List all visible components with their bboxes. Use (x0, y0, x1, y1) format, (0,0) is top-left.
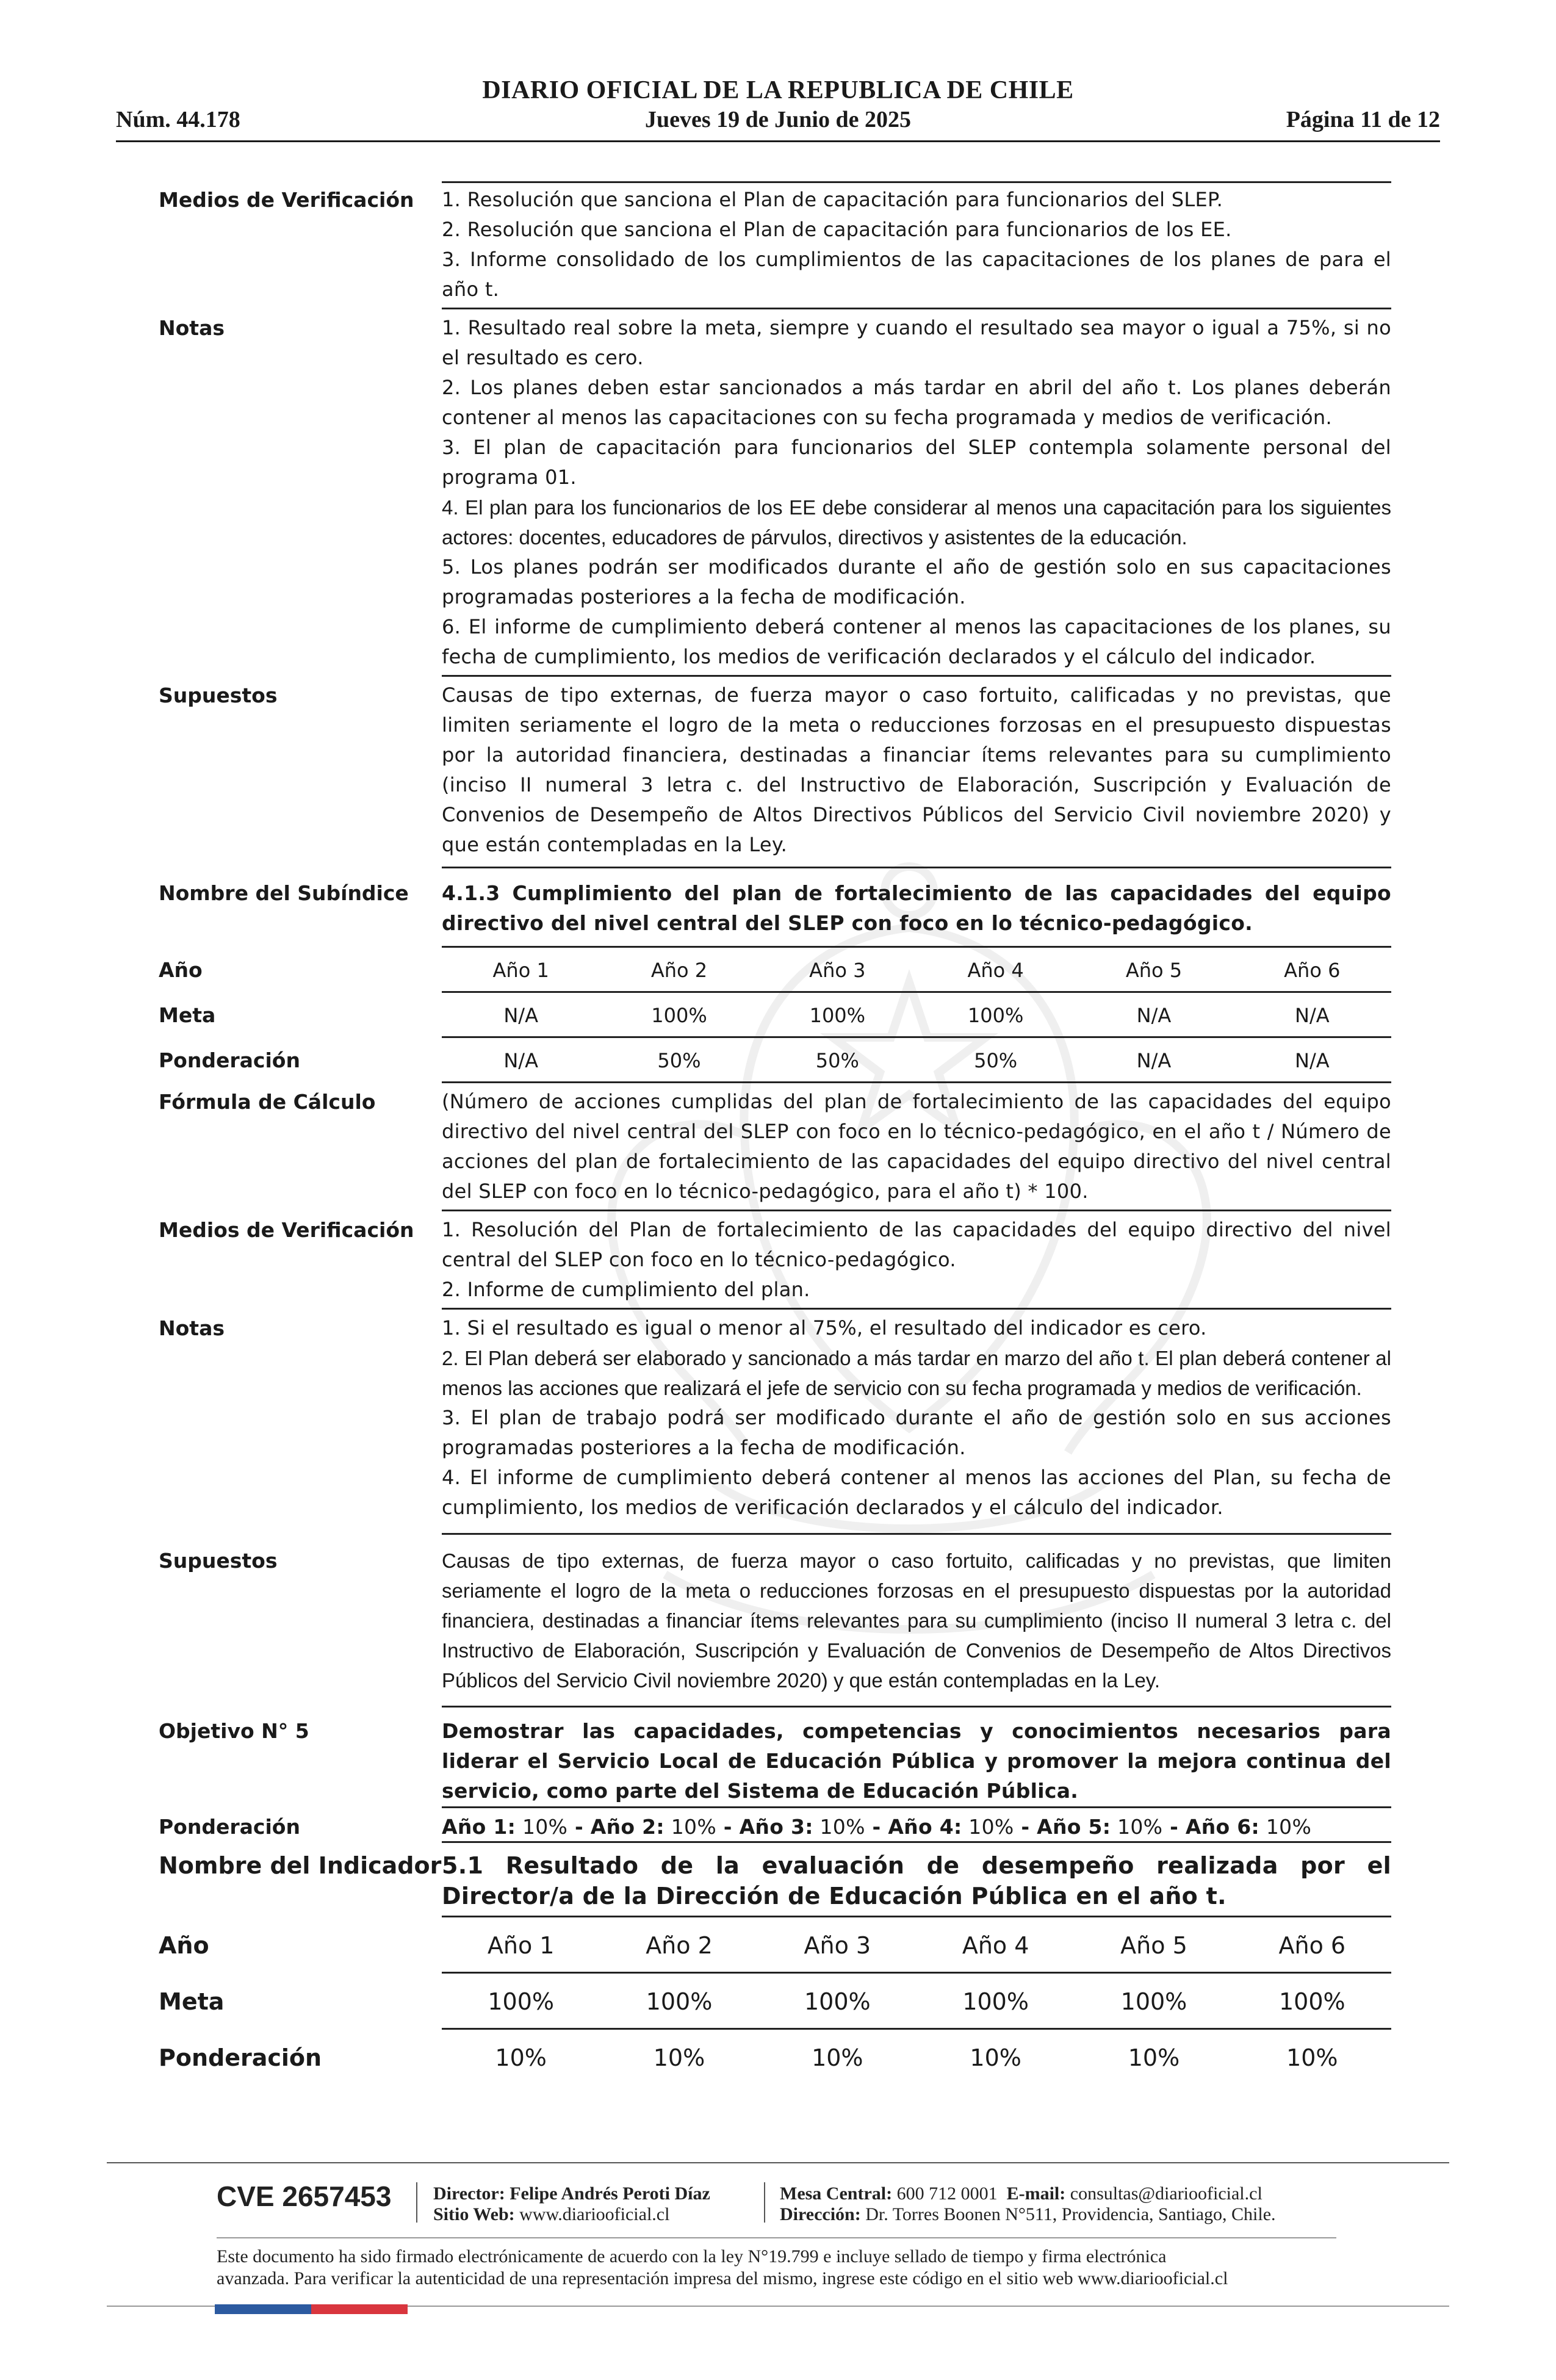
row-objetivo (159, 1707, 1391, 1808)
row-nombre-indicador (159, 1843, 1391, 1917)
list-item: 3. Informe consolidado de los cumplimientos de las capacitaciones de los planes de para el año t. (442, 248, 1391, 301)
list-item: 1. Resolución que sanciona el Plan de capacitación para funcionarios del SLEP. (442, 188, 1223, 211)
row-label: Año (159, 958, 203, 982)
meta-cells (442, 1974, 1391, 2030)
ponderacion-cell: 10% (970, 2044, 1021, 2071)
row-label: Fórmula de Cálculo (159, 1090, 376, 1114)
year-cell: Año 5 (1120, 1932, 1187, 1959)
ponderacion-cell: 50% (657, 1049, 701, 1072)
list-item: 3. El plan de trabajo podrá ser modificado durante el año de gestión solo en sus acciones programadas posteriores a la fecha de modificación. (442, 1406, 1391, 1459)
newspaper-title: DIARIO OFICIAL DE LA REPUBLICA DE CHILE (482, 76, 1074, 104)
list-item: 1. Si el resultado es igual o menor al 75%, el resultado del indicador es cero. (442, 1316, 1207, 1340)
objetivo-text: Demostrar las capacidades, competencias y conocimientos necesarios para liderar el Servicio Local de Educación Pública y promover la mejora continua del servicio, como parte del Sistema de Educación Pública. (442, 1719, 1391, 1803)
year-cell: Año 3 (809, 959, 866, 982)
ponderacion-cell: N/A (503, 1049, 538, 1072)
director-label: Director: (433, 2183, 505, 2204)
pond-year: Año 1: (442, 1815, 516, 1839)
web-label: Sitio Web: (433, 2204, 515, 2224)
ponderacion-cell: N/A (1136, 1049, 1172, 1072)
pond-value: 10% (522, 1815, 568, 1839)
row-anio-c (159, 1917, 1391, 1974)
row-value: Causas de tipo externas, de fuerza mayor o caso fortuito, calificadas y no previstas, que limiten seriamente el logro de la meta o reducciones forzosas en el presupuesto dispuestas por la autoridad financiera, destinadas a financiar ítems relevantes para su cumplimiento (inciso II numeral 3 letra c. del Instructivo de Elaboración, Suscripción y Evaluación de Convenios de Desempeño de Altos Directivos Públicos del Servicio Civil noviembre 2020) y que están contempladas en la Ley. (442, 1549, 1391, 1692)
footer-divider (107, 2162, 1449, 2163)
row-value (442, 181, 1391, 309)
row-label: Año (159, 1932, 209, 1959)
cve-code: CVE 2657453 (217, 2180, 392, 2212)
meta-cells (442, 993, 1391, 1038)
mesa-label: Mesa Central: (780, 2183, 893, 2204)
row-value (442, 1310, 1391, 1535)
issue-number: Núm. 44.178 (116, 107, 240, 132)
pond-year: Año 3: (739, 1815, 813, 1839)
list-item: 2. Los planes deben estar sancionados a más tardar en abril del año t. Los planes deberán contener al menos las capacitaciones con su fecha programada y medios de verificación. (442, 376, 1391, 429)
pond-year: Año 4: (888, 1815, 962, 1839)
row-formula (159, 1083, 1391, 1211)
pond-separator: - (567, 1815, 591, 1839)
ponderacion-cell: 10% (812, 2044, 863, 2071)
ponderacion-line (442, 1808, 1391, 1843)
year-cell: Año 1 (487, 1932, 555, 1959)
row-notas-b (159, 1310, 1391, 1535)
pond-year: Año 6: (1185, 1815, 1260, 1839)
year-cells (442, 948, 1391, 993)
ponderacion-cell: 10% (1128, 2044, 1180, 2071)
pond-separator: - (716, 1815, 740, 1839)
year-cell: Año 4 (962, 1932, 1029, 1959)
year-cell: Año 4 (967, 959, 1024, 982)
pond-separator: - (1162, 1815, 1186, 1839)
pond-year: Año 5: (1037, 1815, 1111, 1839)
year-cell: Año 2 (650, 959, 708, 982)
flag-stripe-red (311, 2304, 408, 2314)
year-cell: Año 5 (1125, 959, 1183, 982)
pond-separator: - (1014, 1815, 1037, 1839)
ponderacion-cells (442, 2030, 1391, 2086)
legal-notice (217, 2246, 1376, 2290)
ponderacion-cells (442, 1038, 1391, 1083)
pond-year: Año 2: (590, 1815, 665, 1839)
list-item: 5. Los planes podrán ser modificados durante el año de gestión solo en sus capacitaciones programadas posteriores a la fecha de modificación. (442, 555, 1391, 608)
row-label: Medios de Verificación (159, 1218, 414, 1242)
row-label: Medios de Verificación (159, 188, 414, 212)
director-name: Felipe Andrés Peroti Díaz (510, 2183, 710, 2204)
row-label: Objetivo N° 5 (159, 1719, 309, 1743)
page-number: Página 11 de 12 (1286, 107, 1440, 132)
row-ponderacion-objetivo (159, 1808, 1391, 1843)
email-link[interactable]: consultas@diariooficial.cl (1070, 2183, 1262, 2204)
meta-cell: 100% (1120, 1988, 1187, 2015)
ponderacion-cell: N/A (1295, 1049, 1330, 1072)
ponderacion-cell: 50% (815, 1049, 859, 1072)
row-value: Causas de tipo externas, de fuerza mayor o caso fortuito, calificadas y no previstas, que limiten seriamente el logro de la meta o reducciones forzosas en el presupuesto dispuestas por la autoridad financiera, destinadas a financiar ítems relevantes para su cumplimiento (inciso II numeral 3 letra c. del Instructivo de Elaboración, Suscripción y Evaluación de Convenios de Desempeño de Altos Directivos Públicos del Servicio Civil noviembre 2020) y que están contempladas en la Ley. (442, 683, 1391, 856)
pond-value: 10% (671, 1815, 716, 1839)
direccion-text: Dr. Torres Boonen N°511, Providencia, Santiago, Chile. (865, 2204, 1276, 2224)
row-label: Supuestos (159, 1549, 278, 1573)
list-item: 1. Resultado real sobre la meta, siempre y cuando el resultado sea mayor o igual a 75%, si no el resultado es cero. (442, 316, 1391, 369)
meta-cell: 100% (809, 1004, 866, 1027)
row-supuestos-b (159, 1535, 1391, 1707)
meta-cell: 100% (646, 1988, 713, 2015)
row-label: Nombre del Subíndice (159, 881, 409, 905)
row-notas-a (159, 309, 1391, 677)
indicador-title: 5.1 Resultado de la evaluación de desempeño realizada por el Director/a de la Dirección de Educación Pública en el año t. (442, 1852, 1391, 1909)
meta-cell: N/A (503, 1004, 538, 1027)
meta-cell: 100% (1278, 1988, 1345, 2015)
year-cells (442, 1917, 1391, 1974)
list-item: 1. Resolución del Plan de fortalecimiento de las capacidades del equipo directivo del nivel central del SLEP con foco en lo técnico-pedagógico. (442, 1218, 1391, 1271)
row-meta-c (159, 1974, 1391, 2030)
row-label: Ponderación (159, 1048, 300, 1072)
year-cell: Año 2 (646, 1932, 713, 1959)
row-medios-verificacion-a (159, 181, 1391, 309)
row-label: Ponderación (159, 1815, 300, 1839)
list-item: 3. El plan de capacitación para funcionarios del SLEP contempla solamente personal del programa 01. (442, 436, 1391, 489)
direccion-label: Dirección: (780, 2204, 861, 2224)
pond-value: 10% (968, 1815, 1014, 1839)
year-cell: Año 6 (1284, 959, 1341, 982)
list-item: 2. Resolución que sanciona el Plan de capacitación para funcionarios de los EE. (442, 218, 1232, 241)
footer-separator (416, 2182, 417, 2223)
list-item: 4. El informe de cumplimiento deberá contener al menos las acciones del Plan, su fecha de cumplimiento, los medios de verificación declarados y el cálculo del indicador. (442, 1466, 1391, 1519)
pond-value: 10% (819, 1815, 865, 1839)
ponderacion-cell: 10% (495, 2044, 547, 2071)
row-label: Meta (159, 1003, 216, 1027)
meta-cell: 100% (962, 1988, 1029, 2015)
meta-cell: 100% (488, 1988, 554, 2015)
pond-value: 10% (1117, 1815, 1163, 1839)
mesa-phone: 600 712 0001 (896, 2183, 998, 2204)
row-label: Meta (159, 1988, 225, 2015)
list-item: 6. El informe de cumplimiento deberá contener al menos las capacitaciones de los planes, su fecha de cumplimiento, los medios de verificación declarados y el cálculo del indicador. (442, 615, 1391, 668)
meta-cell: 100% (804, 1988, 871, 2015)
legal-line: Este documento ha sido firmado electrónicamente de acuerdo con la ley N°19.799 e incluye sellado de tiempo y firma electrónica (217, 2246, 1167, 2266)
year-cell: Año 3 (804, 1932, 871, 1959)
ponderacion-cell: 50% (974, 1049, 1018, 1072)
row-supuestos-a (159, 677, 1391, 868)
footer-separator (764, 2182, 765, 2223)
email-label: E-mail: (1006, 2183, 1066, 2204)
year-cell: Año 1 (492, 959, 549, 982)
row-anio-b (159, 948, 1391, 993)
row-ponderacion-c (159, 2030, 1391, 2086)
row-value (442, 309, 1391, 677)
list-item: 2. El Plan deberá ser elaborado y sancionado a más tardar en marzo del año t. El plan deberá contener al menos las acciones que realizará el jefe de servicio con su fecha programada y medios de verificación. (442, 1347, 1391, 1399)
row-label: Notas (159, 1316, 225, 1340)
meta-cell: 100% (967, 1004, 1024, 1027)
ponderacion-cell: 10% (653, 2044, 705, 2071)
row-meta-b (159, 993, 1391, 1038)
year-cell: Año 6 (1278, 1932, 1346, 1959)
subindice-title: 4.1.3 Cumplimiento del plan de fortalecimiento de las capacidades del equipo directivo del nivel central del SLEP con foco en lo técnico-pedagógico. (442, 881, 1391, 935)
legal-line: avanzada. Para verificar la autenticidad de una representación impresa del mismo, ingrese este código en el sitio web www.diariooficial.cl (217, 2268, 1228, 2288)
meta-cell: N/A (1136, 1004, 1172, 1027)
footer-contact-block (780, 2183, 1276, 2225)
row-value (442, 1211, 1391, 1310)
pond-separator: - (865, 1815, 888, 1839)
footer-director-block (433, 2183, 710, 2225)
row-subindice (159, 874, 1391, 948)
row-label: Notas (159, 316, 225, 340)
page-header (116, 72, 1440, 145)
ponderacion-cell: 10% (1286, 2044, 1338, 2071)
flag-stripe-blue (215, 2304, 311, 2314)
meta-cell: 100% (651, 1004, 707, 1027)
meta-cell: N/A (1295, 1004, 1330, 1027)
pond-value: 10% (1266, 1815, 1312, 1839)
header-divider (116, 140, 1440, 142)
indicator-table (159, 181, 1391, 2086)
list-item: 4. El plan para los funcionarios de los EE debe considerar al menos una capacitación para los siguientes actores: docentes, educadores de párvulos, directivos y asistentes de la educación. (442, 496, 1391, 549)
row-ponderacion-b (159, 1038, 1391, 1083)
footer-divider-2 (217, 2237, 1336, 2238)
row-label: Nombre del Indicador (159, 1852, 442, 1879)
issue-date: Jueves 19 de Junio de 2025 (645, 107, 911, 132)
list-item: 2. Informe de cumplimiento del plan. (442, 1278, 810, 1301)
row-medios-verificacion-b (159, 1211, 1391, 1310)
web-link[interactable]: www.diariooficial.cl (519, 2204, 670, 2224)
row-label: Ponderación (159, 2044, 322, 2071)
formula-text: (Número de acciones cumplidas del plan de fortalecimiento de las capacidades del equipo directivo del nivel central del SLEP con foco en lo técnico-pedagógico, en el año t / Número de acciones del plan de fortalecimiento de las capacidades del equipo directivo del nivel central del SLEP con foco en lo técnico-pedagógico, para el año t) * 100. (442, 1090, 1391, 1203)
row-label: Supuestos (159, 683, 278, 707)
